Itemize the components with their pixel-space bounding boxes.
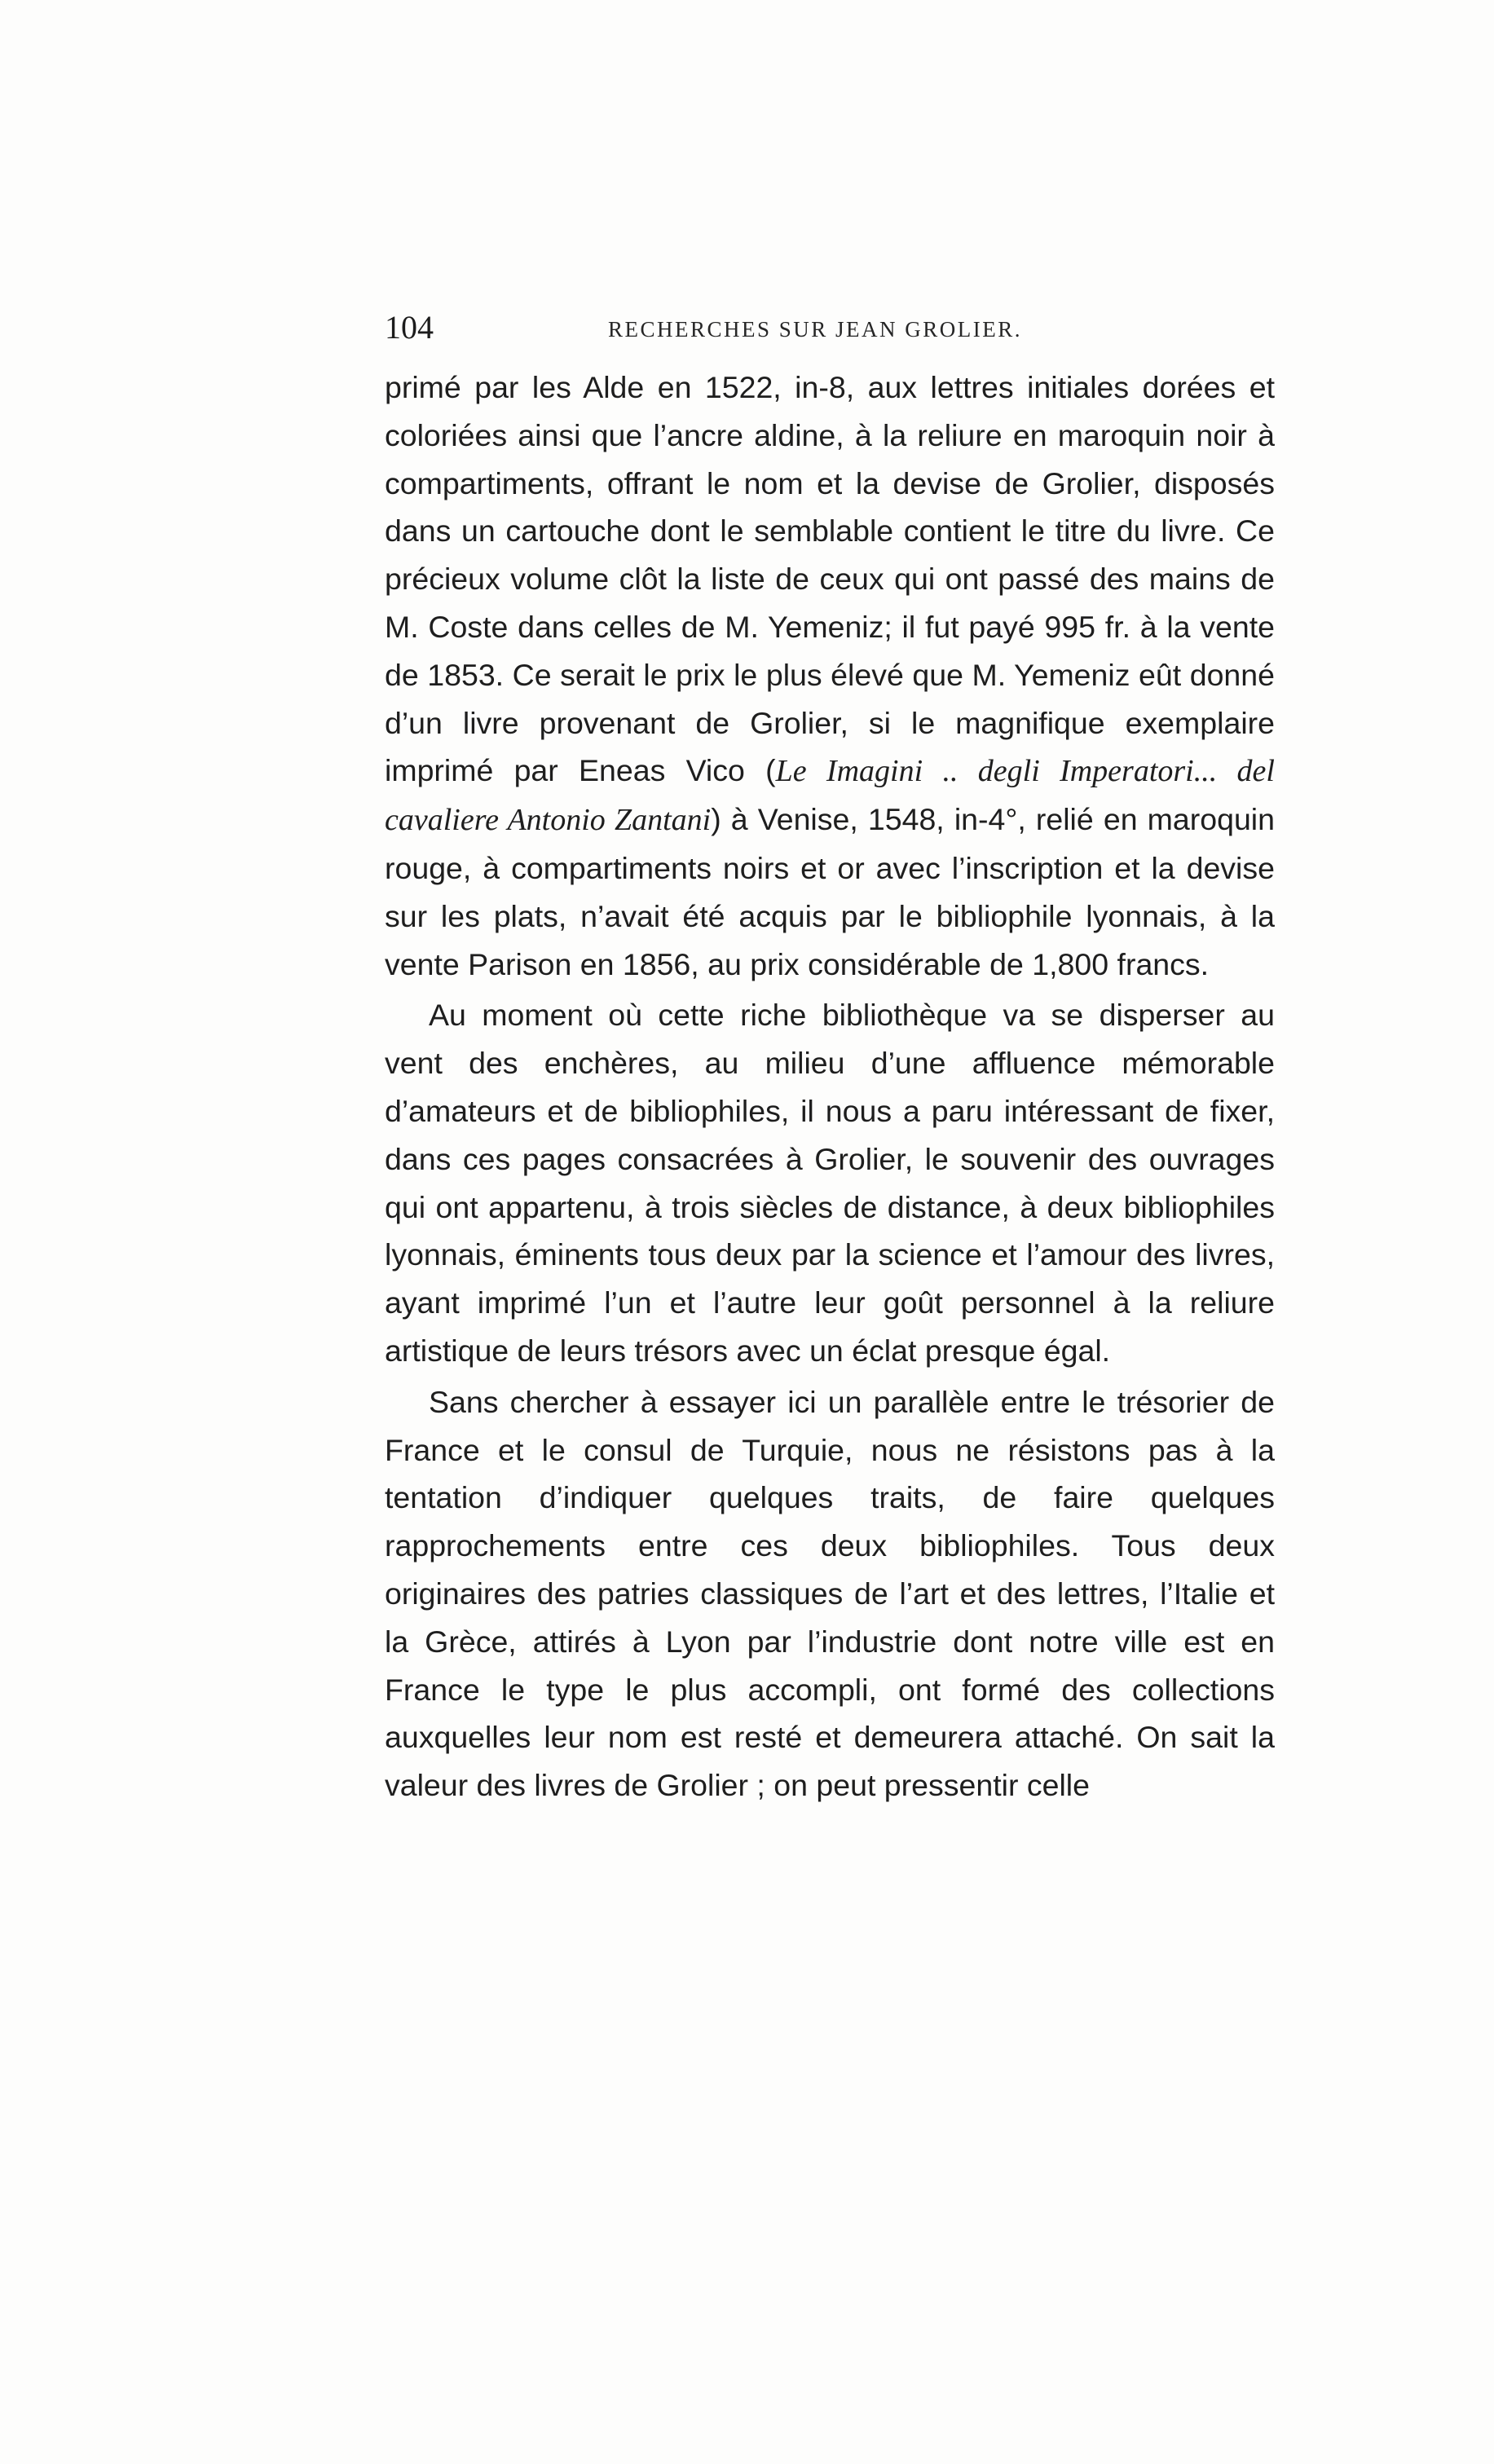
- running-head: [385, 308, 1273, 357]
- page-number: 104: [385, 309, 434, 346]
- running-title: RECHERCHES SUR JEAN GROLIER.: [608, 317, 1023, 342]
- paragraph-1-text-1: primé par les Alde en 1522, in-8, aux lettres initiales dorées et coloriées ainsi que l’ancre aldine, à la reliure en maroquin noir à compartiments, offrant le nom et la devise de Grolier, disposés dans un cartouche dont le semblable contient le titre du livre. Ce précieux volume clôt la liste de ceux qui ont passé des mains de M. Coste dans celles de M. Yemeniz; il fut payé 995 fr. à la vente de 1853. Ce serait le prix le plus élevé que M. Yemeniz eût donné d’un livre provenant de Grolier, si le magnifique exemplaire imprimé par Eneas Vico (: [385, 370, 1275, 788]
- paragraph-1: [385, 364, 1275, 988]
- paragraph-3: [385, 1378, 1275, 1809]
- body-text: [385, 364, 1275, 1809]
- paragraph-1-italic-title: Le Imagini .. degli Imperatori... del cavaliere Antonio Zantani: [385, 754, 1275, 838]
- paragraph-3-text: Sans chercher à essayer ici un parallèle entre le trésorier de France et le consul de Turquie, nous ne résistons pas à la tentation d’indiquer quelques traits, de faire quelques rapprochements entre ces deux bibliophiles. Tous deux originaires des patries classiques de l’art et des lettres, l’Italie et la Grèce, attirés à Lyon par l’industrie dont notre ville est en France le type le plus accompli, ont formé des collections auxquelles leur nom est resté et demeurera attaché. On sait la valeur des livres de Grolier ; on peut pressentir celle: [385, 1384, 1275, 1803]
- paragraph-2-text: Au moment où cette riche bibliothèque va se disperser au vent des enchères, au milieu d’une affluence mémorable d’amateurs et de bibliophiles, il nous a paru intéressant de fixer, dans ces pages consacrées à Grolier, le souvenir des ouvrages qui ont appartenu, à trois siècles de distance, à deux bibliophiles lyonnais, éminents tous deux par la science et l’amour des livres, ayant imprimé l’un et l’autre leur goût personnel à la reliure artistique de leurs trésors avec un éclat presque égal.: [385, 998, 1275, 1368]
- paragraph-1-text-2: ) à Venise, 1548, in-4°, relié en maroquin rouge, à compartiments noirs et or avec l’inscription et la devise sur les plats, n’avait été acquis par le bibliophile lyonnais, à la vente Parison en 1856, au prix considérable de 1,800 francs.: [385, 802, 1275, 981]
- paragraph-2: [385, 991, 1275, 1374]
